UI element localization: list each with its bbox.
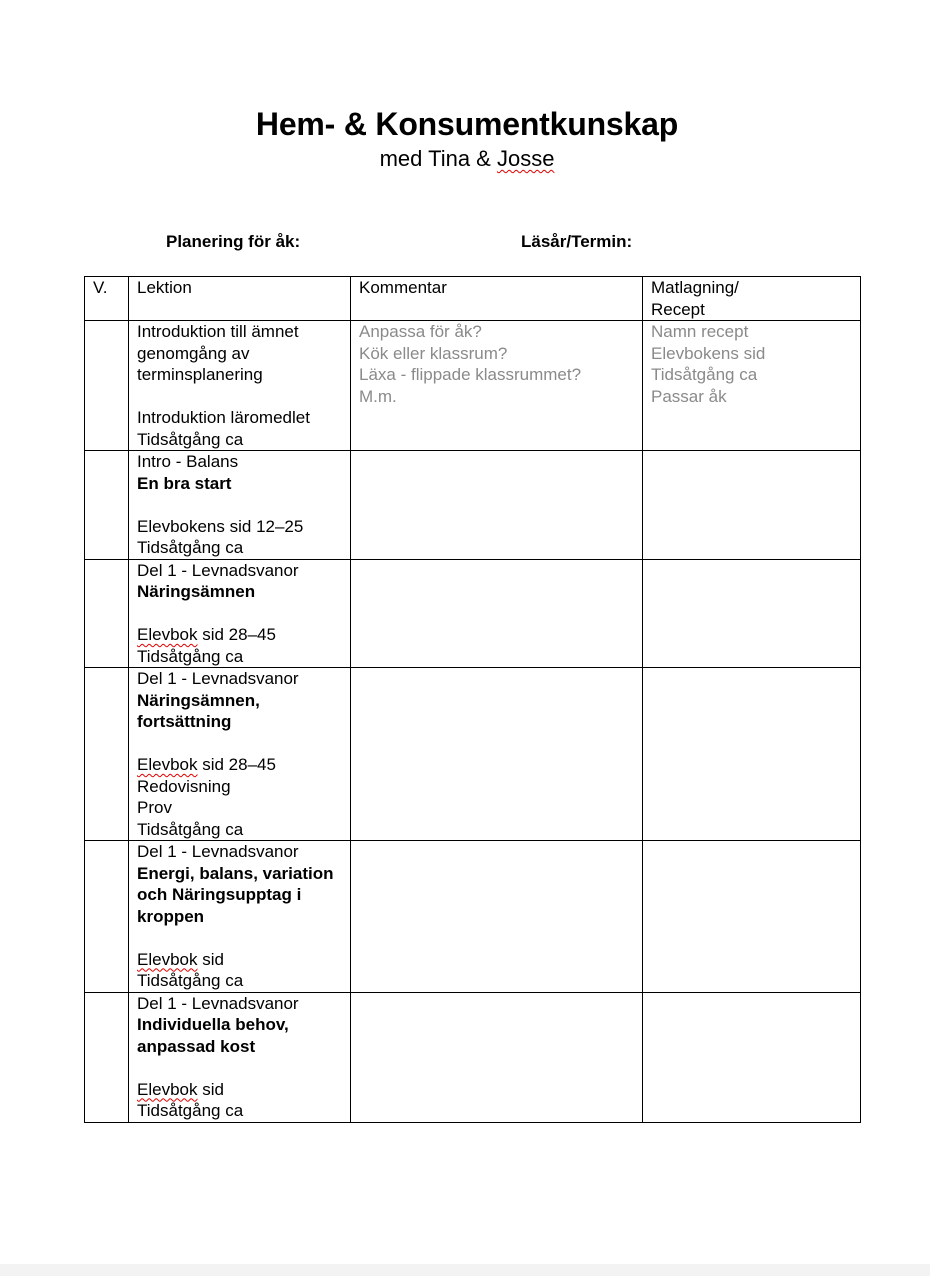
cooking-cell[interactable] (643, 668, 861, 841)
subtitle-prefix: med Tina & (379, 146, 497, 171)
comment-cell[interactable] (351, 451, 643, 560)
cooking-cell[interactable] (643, 559, 861, 668)
table-row (85, 992, 861, 1122)
header-week[interactable]: V. (85, 277, 129, 321)
table-row (85, 668, 861, 841)
table-row (85, 451, 861, 560)
planning-table (84, 276, 861, 1123)
lesson-cell[interactable]: Intro - Balans En bra start Elevbokens sid 12–25 Tidsåtgång ca (129, 451, 351, 560)
page-title: Hem- & Konsumentkunskap (255, 106, 679, 142)
comment-cell[interactable] (351, 559, 643, 668)
cooking-cell[interactable]: Namn recept Elevbokens sid Tidsåtgång ca Passar åk (643, 321, 861, 451)
week-cell[interactable] (85, 668, 129, 841)
week-cell[interactable] (85, 559, 129, 668)
comment-cell[interactable] (351, 668, 643, 841)
header-cooking[interactable]: Matlagning/ Recept (643, 277, 861, 321)
week-cell[interactable] (85, 451, 129, 560)
lesson-cell[interactable]: Del 1 - Levnadsvanor Näringsämnen, fortsättning Elevbok sid 28–45 Redovisning Prov Tidsåtgång ca (129, 668, 351, 841)
page-edge (0, 1264, 930, 1276)
week-cell[interactable] (85, 321, 129, 451)
subtitle-name-spellcheck: Josse (496, 146, 555, 171)
header-comment[interactable]: Kommentar (351, 277, 643, 321)
cooking-cell[interactable] (643, 841, 861, 993)
lesson-cell[interactable]: Del 1 - Levnadsvanor Näringsämnen Elevbok sid 28–45 Tidsåtgång ca (129, 559, 351, 668)
cooking-cell[interactable] (643, 451, 861, 560)
table-header-row (85, 277, 861, 321)
lesson-cell[interactable]: Del 1 - Levnadsvanor Energi, balans, variation och Näringsupptag i kroppen Elevbok sid Tidsåtgång ca (129, 841, 351, 993)
spellcheck-word: Elevbok (137, 755, 198, 774)
week-cell[interactable] (85, 841, 129, 993)
term-label: Läsår/Termin: (521, 232, 633, 251)
cooking-cell[interactable] (643, 992, 861, 1122)
week-cell[interactable] (85, 992, 129, 1122)
comment-cell[interactable] (351, 992, 643, 1122)
header-lesson[interactable]: Lektion (129, 277, 351, 321)
table-row (85, 841, 861, 993)
grade-label: Planering för åk: (166, 232, 301, 251)
comment-cell[interactable]: Anpassa för åk? Kök eller klassrum? Läxa - flippade klassrummet? M.m. (351, 321, 643, 451)
spellcheck-word: Elevbok (137, 949, 198, 969)
lesson-cell[interactable]: Del 1 - Levnadsvanor Individuella behov, anpassad kost Elevbok sid Tidsåtgång ca (129, 992, 351, 1122)
spellcheck-word: Elevbok (137, 1079, 198, 1099)
table-row (85, 559, 861, 668)
page-subtitle (0, 146, 930, 172)
spellcheck-word: Elevbok (137, 625, 198, 644)
lesson-cell[interactable]: Introduktion till ämnet genomgång av terminsplanering Introduktion läromedlet Tidsåtgång ca (129, 321, 351, 451)
table-row (85, 321, 861, 451)
comment-cell[interactable] (351, 841, 643, 993)
